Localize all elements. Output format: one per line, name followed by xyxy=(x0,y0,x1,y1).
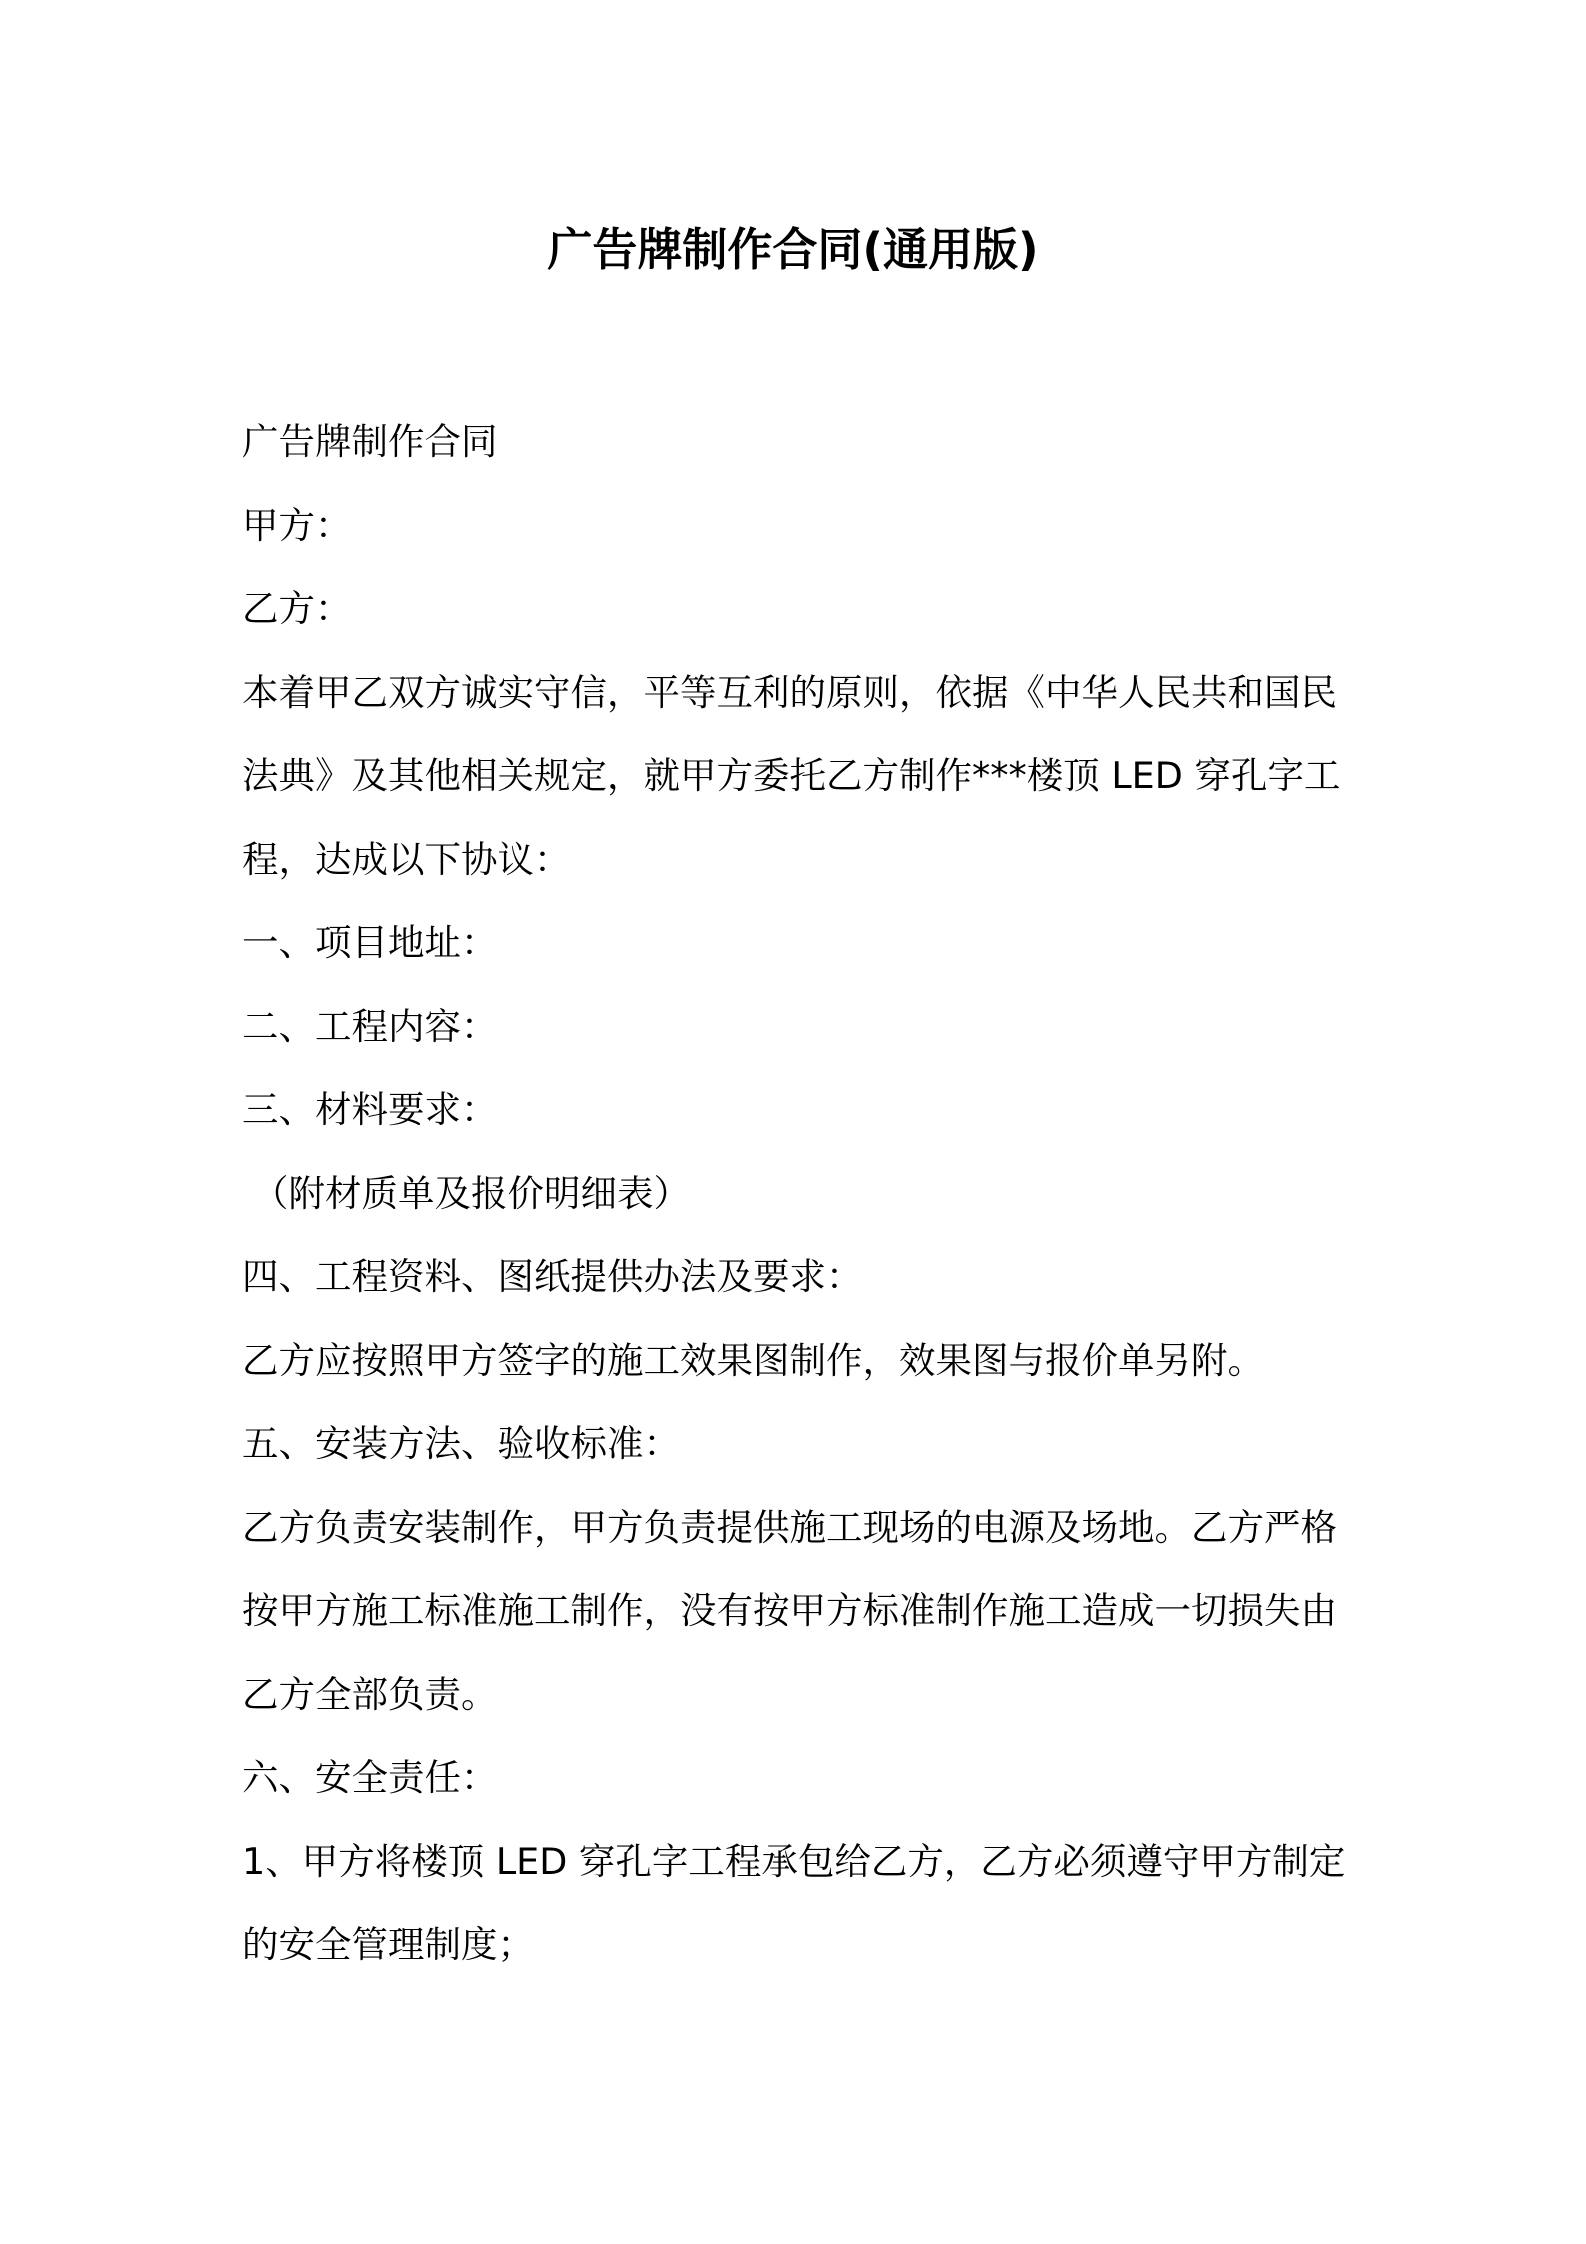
preamble-line-2: 法典》及其他相关规定，就甲方委托乙方制作***楼顶 LED 穿孔字工 xyxy=(242,754,1341,797)
section-5-text-line-3: 乙方全部负责。 xyxy=(242,1672,498,1716)
section-6-item-1-line-1: 1、甲方将楼顶 LED 穿孔字工程承包给乙方，乙方必须遵守甲方制定 xyxy=(242,1839,1346,1883)
party-b-line: 乙方： xyxy=(242,587,352,630)
document-title: 广告牌制作合同(通用版) xyxy=(547,223,1039,276)
section-2-heading: 二、工程内容： xyxy=(242,1004,498,1048)
preamble-line-1: 本着甲乙双方诚实守信，平等互利的原则，依据《中华人民共和国民 xyxy=(242,670,1337,714)
section-1-heading: 一、项目地址： xyxy=(242,921,498,964)
contract-heading: 广告牌制作合同 xyxy=(242,420,498,463)
party-a-line: 甲方： xyxy=(242,503,352,547)
document-body xyxy=(242,400,1362,1987)
section-3-heading: 三、材料要求： xyxy=(242,1088,498,1131)
section-5-text-line-2: 按甲方施工标准施工制作，没有按甲方标准制作施工造成一切损失由 xyxy=(242,1589,1337,1632)
section-4-text: 乙方应按照甲方签字的施工效果图制作，效果图与报价单另附。 xyxy=(242,1338,1264,1382)
section-6-heading: 六、安全责任： xyxy=(242,1756,498,1799)
section-4-heading: 四、工程资料、图纸提供办法及要求： xyxy=(242,1255,863,1298)
section-6-item-1-line-2: 的安全管理制度； xyxy=(242,1923,534,1966)
preamble-line-3: 程，达成以下协议： xyxy=(242,837,571,881)
section-3-note: （附材质单及报价明细表） xyxy=(252,1171,690,1215)
section-5-text-line-1: 乙方负责安装制作，甲方负责提供施工现场的电源及场地。乙方严格 xyxy=(242,1505,1337,1549)
section-5-heading: 五、安装方法、验收标准： xyxy=(242,1422,680,1465)
